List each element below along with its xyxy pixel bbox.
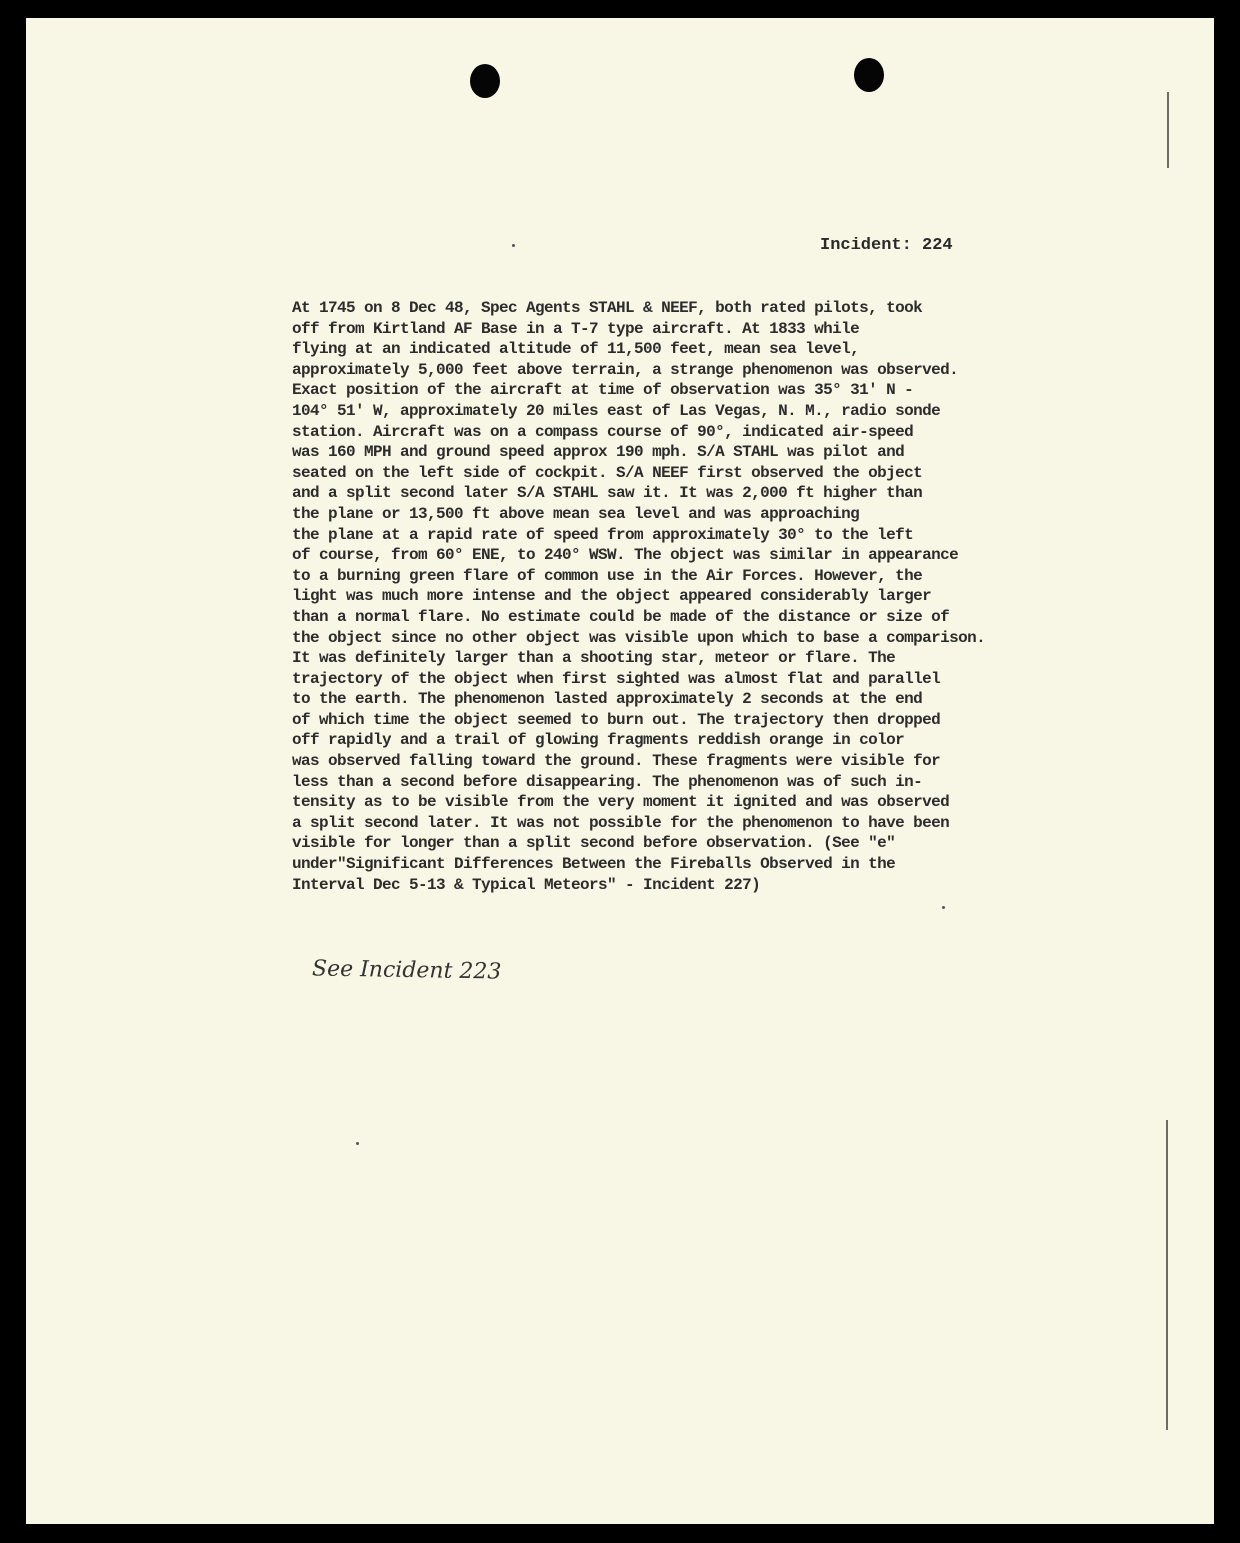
report-line: flying at an indicated altitude of 11,500 feet, mean sea level, [292,340,860,359]
scan-speck [356,1142,359,1145]
report-line: of which time the object seemed to burn out. The trajectory then dropped [292,710,941,729]
report-line: Exact position of the aircraft at time of observation was 35° 31' N - [292,381,914,400]
incident-report-text [292,298,985,895]
report-line: 104° 51' W, approximately 20 miles east of Las Vegas, N. M., radio sonde [292,401,941,420]
page-edge-mark [1167,92,1169,168]
report-line: station. Aircraft was on a compass course of 90°, indicated air-speed [292,422,914,441]
scan-speck [942,906,945,909]
report-line: the object since no other object was visible upon which to base a comparison. [292,628,986,647]
report-line: of course, from 60° ENE, to 240° WSW. The object was similar in appearance [292,546,959,565]
report-line: approximately 5,000 feet above terrain, a strange phenomenon was observed. [292,360,959,379]
report-line: to the earth. The phenomenon lasted approximately 2 seconds at the end [292,690,923,709]
page-edge-mark [1166,1120,1168,1430]
report-line: under"Significant Differences Between the Fireballs Observed in the [292,855,896,874]
report-line: light was much more intense and the object appeared considerably larger [292,587,932,606]
handwritten-note: See Incident 223 [311,956,502,985]
report-line: tensity as to be visible from the very moment it ignited and was observed [292,793,950,812]
report-line: At 1745 on 8 Dec 48, Spec Agents STAHL & NEEF, both rated pilots, took [292,299,923,317]
report-line: to a burning green flare of common use in the Air Forces. However, the [292,566,923,585]
report-line: Interval Dec 5-13 & Typical Meteors" - Incident 227) [292,875,761,894]
incident-number: Incident: 224 [820,236,953,255]
report-line: the plane or 13,500 ft above mean sea level and was approaching [292,504,860,523]
report-line: a split second later. It was not possible for the phenomenon to have been [292,813,950,832]
report-line: off from Kirtland AF Base in a T-7 type aircraft. At 1833 while [292,319,860,338]
report-line: and a split second later S/A STAHL saw it. It was 2,000 ft higher than [292,484,923,503]
report-line: than a normal flare. No estimate could be made of the distance or size of [292,607,950,626]
report-line: was observed falling toward the ground. These fragments were visible for [292,752,941,771]
report-line: seated on the left side of cockpit. S/A NEEF first observed the object [292,463,923,482]
scan-speck [512,244,515,247]
report-line: visible for longer than a split second before observation. (See "e" [292,834,896,853]
report-line: the plane at a rapid rate of speed from approximately 30° to the left [292,525,914,544]
report-line: less than a second before disappearing. The phenomenon was of such in- [292,772,923,791]
report-line: off rapidly and a trail of glowing fragments reddish orange in color [292,731,905,750]
report-line: was 160 MPH and ground speed approx 190 mph. S/A STAHL was pilot and [292,443,905,462]
punch-hole [470,64,500,98]
document-page [26,18,1214,1524]
report-line: It was definitely larger than a shooting star, meteor or flare. The [292,649,896,668]
report-line: trajectory of the object when first sighted was almost flat and parallel [292,669,941,688]
punch-hole [854,58,884,92]
